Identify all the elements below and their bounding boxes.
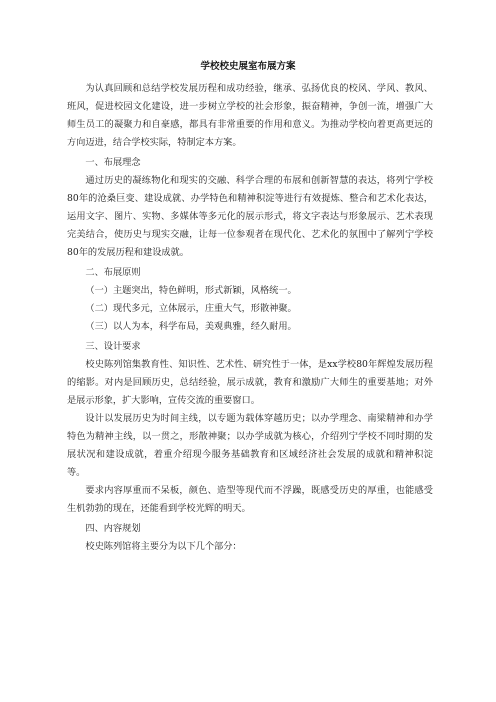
- section-heading-content-plan: 四、内容规划: [85, 523, 141, 534]
- principle-item: （一）主题突出，特色鲜明，形式新颖，风格统一。: [85, 285, 297, 296]
- section-heading-concept: 一、布展理念: [85, 157, 141, 168]
- section-heading-design: 三、设计要求: [85, 341, 141, 352]
- section-heading-principles: 二、布展原则: [85, 267, 141, 278]
- design-paragraph: 校史陈列馆集教育性、知识性、艺术性、研究性于一体，是xx学校80年辉煌发展历程的缩影。对内是回顾历史，总结经验，展示成就，教育和激励广大师生的重要基地；对外是展示形象，扩大影响，宣传交流的重要窗口。: [67, 359, 433, 406]
- principle-item: （二）现代多元，立体展示，庄重大气，形散神聚。: [85, 303, 297, 314]
- document-body: [67, 80, 433, 556]
- intro-paragraph: 为认真回顾和总结学校发展历程和成功经验，继承、弘扬优良的校风、学风、教风、班风，促进校园文化建设，进一步树立学校的社会形象，振奋精神，争创一流，增强广大师生员工的凝聚力和自豪感，都具有非常重要的作用和意义。为推动学校向着更高更远的方向迈进，结合学校实际，特制定本方案。: [67, 83, 433, 148]
- document-title: 学校校史展室布展方案: [200, 61, 296, 72]
- principle-item: （三）以人为本，科学布局，美观典雅，经久耐用。: [85, 321, 297, 332]
- design-paragraph: 设计以发展历史为时间主线，以专题为载体穿越历史；以办学理念、南梁精神和办学特色为精神主线，以一贯之，形散神聚；以办学成就为核心，介绍列宁学校不同时期的发展状况和建设成就，着重介绍现今服务基础教育和区域经济社会发展的成就和精神积淀等。: [67, 413, 433, 478]
- concept-paragraph: 通过历史的凝练物化和现实的交融、科学合理的布展和创新智慧的表达，将列宁学校80年的沧桑巨变、建设成就、办学特色和精神积淀等进行有效提炼、整合和艺术化表达，运用文字、图片、实物、多媒体等多元化的展示形式，将文字表达与形象展示、艺术表现完美结合，使历史与现实交融，让每一位参观者在现代化、艺术化的氛围中了解列宁学校80年的发展历程和建设成就。: [67, 175, 433, 258]
- content-plan-paragraph: 校史陈列馆将主要分为以下几个部分：: [85, 541, 242, 552]
- design-paragraph: 要求内容厚重而不呆板，颜色、造型等现代而不浮躁，既感受历史的厚重，也能感受生机勃勃的现在，还能看到学校光辉的明天。: [67, 485, 433, 514]
